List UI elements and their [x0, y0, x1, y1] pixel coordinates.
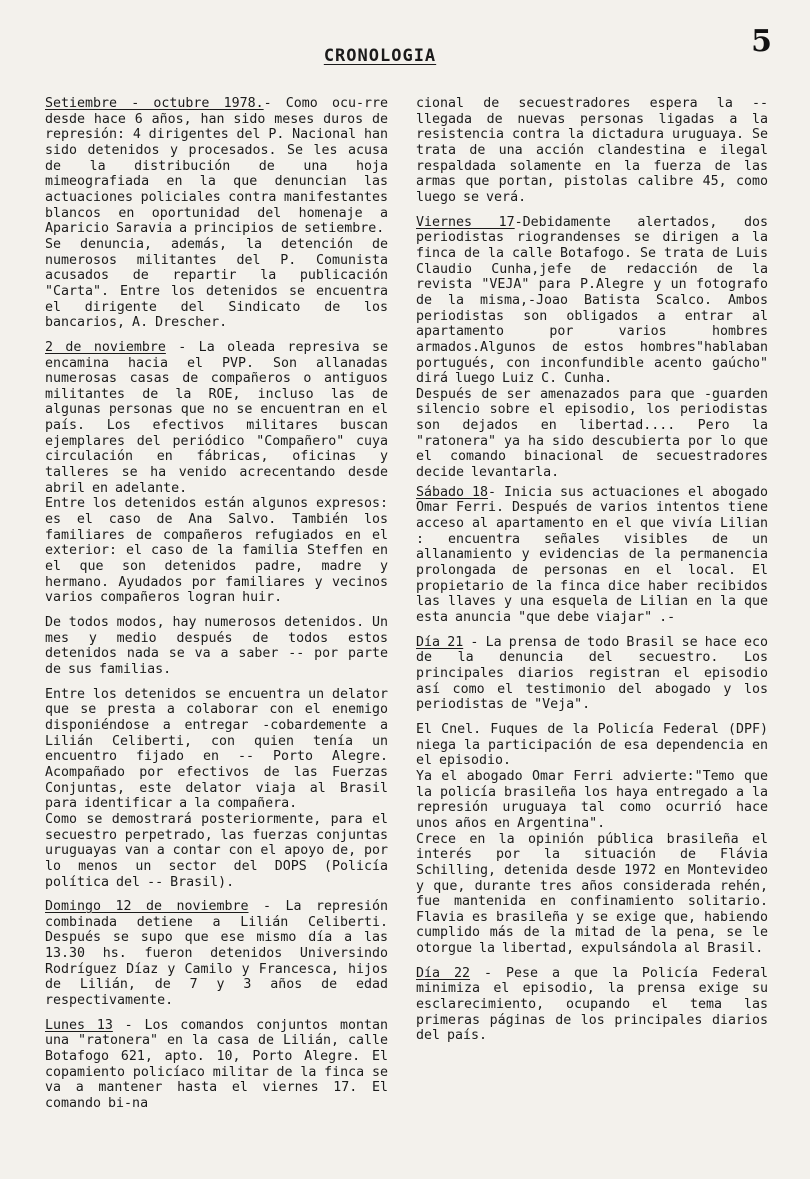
entry-date: Viernes 17 [416, 214, 515, 230]
entry-date: Setiembre - octubre 1978. [45, 96, 264, 111]
right-column [416, 96, 768, 1053]
entry-date: Lunes 13 [45, 1017, 113, 1033]
entry-viernes-17 [416, 215, 768, 387]
entry-date: Domingo 12 de noviembre [45, 899, 249, 915]
page-number: 5 [751, 24, 772, 59]
entry-paragraph [416, 832, 768, 957]
entry-text: Ya el abogado Omar Ferri advierte:"Temo que la policía brasileña los haya entregado a la represión uruguaya tal como ocurrió hace unos años en Argentina". [416, 768, 768, 831]
entry-text: - Pese a que la Policía Federal minimiza el episodio, la prensa exige su esclarecimiento, ocupando el tema las primeras páginas de los principales diarios del país. [416, 965, 768, 1044]
entry-date: Día 22 [416, 965, 471, 981]
entry-text: - Inicia sus actuaciones el abogado Omar Ferri. Después de varios intentos tiene acceso al apartamento en el que vivía Lilian : encuentra señales visibles de un allanamiento y evidencias de la permanencia prolongada de personas en el local. El propietario de la finca dice haber recibidos las llaves y una esquela de Lilian en la que esta anuncia "que debe viajar" .- [416, 484, 768, 625]
entry-paragraph [45, 496, 388, 606]
entry-text: El Cnel. Fuques de la Policía Federal (DPF) niega la participación de esa dependencia en el episodio. [416, 721, 768, 769]
entry-paragraph [45, 237, 388, 331]
entry-paragraph [45, 687, 388, 812]
entry-text: Crece en la opinión pública brasileña el interés por la situación de Flávia Schilling, detenida desde 1972 en Montevideo y que, durante tres años considerada rehén, fue mantenida en confinamiento solitario. Flavia es brasileña y se exige que, habiendo cumplido más de la mitad de la pena, se le otorgue la libertad, expulsándola al Brasil. [416, 831, 768, 957]
entry-text: -Debidamente alertados, dos periodistas riograndenses se dirigen a la finca de la calle Botafogo. Se trata de Luis Claudio Cunha,jefe de redacción de la revista "VEJA" para P.Alegre y un fotografo de la misma,-Joao Batista Scalco. Ambos periodistas son obligados a entrar al apartamento por varios hombres armados.Algunos de estos hombres"hablaban portugués, con inconfundible acento gaúcho" dirá luego Luiz C. Cunha. [416, 214, 768, 387]
page-title: CRONOLOGIA [323, 46, 437, 66]
entry-paragraph [416, 722, 768, 769]
entry-dia-21 [416, 635, 768, 713]
entry-text: - La oleada represiva se encamina hacia el PVP. Son allanadas numerosas casas de compañeros o antiguos militantes de la ROE, incluso las de algunas personas que no se encuentran en el país. Los efectivos militares buscan ejemplares del periódico "Compañero" cuya circulación en fábricas, oficinas y talleres se ha venido acrecentando desde abril en adelante. [45, 339, 388, 496]
entry-text: Entre los detenidos se encuentra un delator que se presta a colaborar con el enemigo disponiéndose a entregar -cobardemente a Lilián Celiberti, con quien tenía un encuentro fijado en -- Porto Alegre. Acompañado por efectivos de las Fuerzas Conjuntas, este delator viaja al Brasil para identificar a la compañera. [45, 686, 388, 812]
left-column [45, 96, 388, 1121]
entry-setiembre-octubre [45, 96, 388, 237]
entry-text: - Como ocu-rre desde hace 6 años, han sido meses duros de represión: 4 dirigentes del P. Nacional han sido detenidos y procesados. Se les acusa de la distribución de una hoja mimeografiada en la que denuncian las actuaciones policiales contra manifestantes blancos en oportunidad del homenaje a Aparicio Saravia a principios de setiembre. [45, 96, 388, 237]
entry-lunes-13 [45, 1018, 388, 1112]
entry-paragraph [45, 615, 388, 678]
entry-text: cional de secuestradores espera la -- llegada de nuevas personas ligadas a la resistencia contra la dictadura uruguaya. Se trata de una acción clandestina e ilegal respaldada solamente en la fuerza de las armas que portan, pistolas calibre 45, como luego se verá. [416, 96, 768, 205]
entry-text: Se denuncia, además, la detención de numerosos militantes del P. Comunista acusados de repartir la publicación "Carta". Entre los detenidos se encuentra el dirigente del Sindicato de los bancarios, A. Drescher. [45, 236, 388, 331]
entry-paragraph [45, 812, 388, 890]
entry-date: Día 21 [416, 634, 464, 650]
entry-sabado-18 [416, 485, 768, 626]
entry-dia-22 [416, 966, 768, 1044]
entry-date: Sábado 18 [416, 484, 489, 500]
entry-text: Entre los detenidos están algunos expresos: es el caso de Ana Salvo. También los familiares de compañeros refugiados en el exterior: el caso de la familia Steffen en el que son detenidos padre, madre y hermano. Ayudados por familiares y vecinos varios compañeros logran huir. [45, 496, 388, 606]
entry-2-noviembre [45, 340, 388, 497]
entry-text: Como se demostrará posteriormente, para el secuestro perpetrado, las fuerzas conjuntas uruguayas van a contar con el apoyo de, por lo menos un sector del DOPS (Policía política del -- Brasil). [45, 811, 388, 890]
entry-paragraph [416, 769, 768, 832]
entry-paragraph [416, 387, 768, 481]
entry-continuation [416, 96, 768, 206]
entry-text: - La prensa de todo Brasil se hace eco de la denuncia del secuestro. Los principales diarios registran el episodio así como el testimonio del abogado y los periodistas de "Veja". [416, 634, 768, 713]
entry-text: De todos modos, hay numerosos detenidos. Un mes y medio después de todos estos detenidos nada se va a saber -- por parte de sus familias. [45, 615, 388, 677]
entry-domingo-12 [45, 899, 388, 1009]
entry-text: - Los comandos conjuntos montan una "ratonera" en la casa de Lilián, calle Botafogo 621, apto. 10, Porto Alegre. El copamiento policíaco militar de la finca se va a mantener hasta el viernes 17. El comando bi-na [45, 1017, 388, 1112]
entry-text: - La represión combinada detiene a Lilián Celiberti. Después se supo que ese mismo día a las 13.30 hs. fueron detenidos Universindo Rodríguez Díaz y Camilo y Francesca, hijos de Lilián, de 7 y 3 años de edad respectivamente. [45, 899, 388, 1009]
entry-text: Después de ser amenazados para que -guarden silencio sobre el episodio, los periodistas son dejados en libertad.... Pero la "ratonera" ya ha sido descubierta por lo que el comando binacional de secuestradores decide levantarla. [416, 386, 768, 481]
entry-date: 2 de noviembre [45, 339, 166, 355]
